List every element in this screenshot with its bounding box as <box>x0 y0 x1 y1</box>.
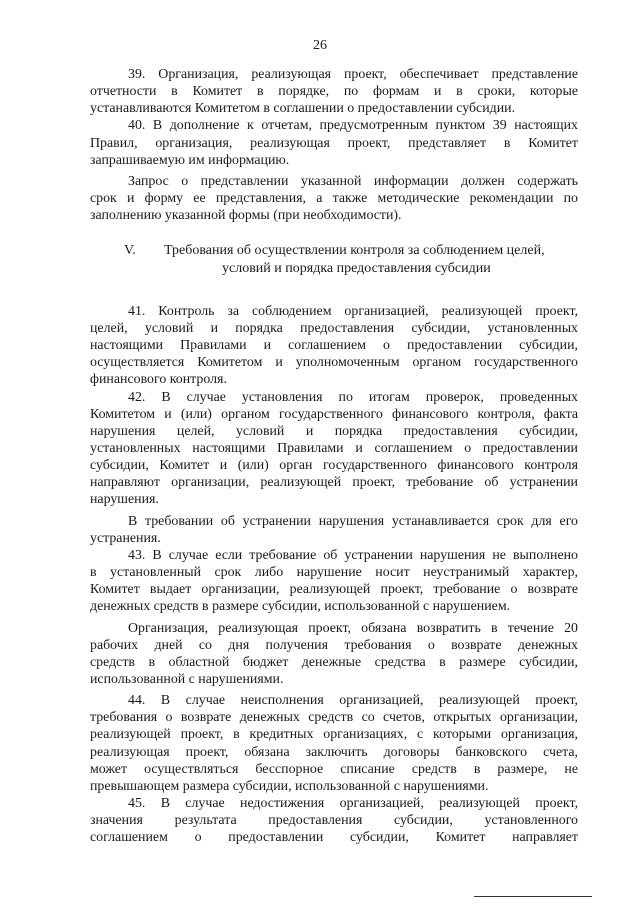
text-line: Правил, организация, реализующая проект, представляет в Комитет <box>90 135 578 151</box>
text-line: нарушения целей, условий и порядка предоставления субсидии, <box>90 423 578 439</box>
paragraph-42-term <box>90 513 578 547</box>
text-line: рабочих дней со дня получения требования о возврате денежных <box>90 637 578 653</box>
text-line: 43. В случае если требование об устранении нарушения не выполнено <box>128 547 578 563</box>
text-line: Запрос о представлении указанной информации должен содержать <box>128 173 578 189</box>
text-line: 45. В случае недостижения организацией, реализующей проект, <box>128 796 578 812</box>
paragraph-44 <box>90 692 578 795</box>
text-line: устранения. <box>90 530 161 546</box>
text-line: осуществляется Комитетом и уполномоченным органом государственного <box>90 355 578 371</box>
text-line: реализующей проект, в кредитных организациях, с которыми организация, <box>90 727 578 743</box>
paragraph-39 <box>90 66 578 117</box>
text-line: может осуществляться бесспорное списание средств в размере, не <box>90 761 578 777</box>
paragraph-41 <box>90 303 578 389</box>
text-line: 44. В случае неисполнения организацией, реализующей проект, <box>128 693 578 709</box>
text-line: установленных настоящими Правилами и соглашением о предоставлении <box>90 440 578 456</box>
text-line: превышающем размера субсидии, использованной с нарушениями. <box>90 778 489 794</box>
text-line: Комитетом и (или) органом государственного финансового контроля, факта <box>90 406 578 422</box>
page-number: 26 <box>313 38 327 53</box>
text-line: В требовании об устранении нарушения устанавливается срок для его <box>128 513 578 529</box>
text-line: в установленный срок либо нарушение носит неустранимый характер, <box>90 565 578 581</box>
text-line: 39. Организация, реализующая проект, обеспечивает представление <box>128 67 578 82</box>
paragraph-43 <box>90 547 578 616</box>
text-line: субсидии, Комитет и (или) орган государственного финансового контроля <box>90 458 578 474</box>
section-title-part-1: Требования об осуществлении контроля за соблюдением целей, <box>164 243 545 259</box>
footer-rule <box>474 896 592 897</box>
text-line: 40. В дополнение к отчетам, предусмотренным пунктом 39 настоящих <box>128 118 578 134</box>
section-heading <box>90 242 578 276</box>
text-line: использованной с нарушениями. <box>90 672 284 687</box>
text-line: Организация, реализующая проект, обязана возвратить в течение 20 <box>128 620 578 636</box>
text-line: целей, условий и порядка предоставления субсидии, установленных <box>90 320 578 336</box>
text-line: отчетности в Комитет в порядке, по формам и в сроки, которые <box>90 84 578 100</box>
text-line: требования о возврате денежных средств со счетов, открытых организации, <box>90 710 578 726</box>
text-line: денежных средств в размере субсидии, использованной с нарушением. <box>90 599 511 615</box>
text-line: направляют организации, реализующей проект, требование об устранении <box>90 475 578 491</box>
text-line: 41. Контроль за соблюдением организацией, реализующей проект, <box>128 303 578 319</box>
paragraph-42 <box>90 389 578 509</box>
text-line: реализующая проект, обязана заключить договоры банковского счета, <box>90 744 578 760</box>
text-line: финансового контроля. <box>90 372 227 388</box>
text-line: устанавливаются Комитетом в соглашении о предоставлении субсидии. <box>90 101 516 117</box>
text-line: соглашением о предоставлении субсидии, Комитет направляет <box>90 830 578 846</box>
section-number: V. <box>124 243 136 259</box>
paragraph-40-request <box>90 173 578 224</box>
text-line: срок и форму ее представления, а также методические рекомендации по <box>90 191 578 207</box>
text-line: средств в областной бюджет денежные средства в размере субсидии, <box>90 654 578 670</box>
text-line: настоящими Правилами и соглашением о предоставлении субсидии, <box>90 338 578 354</box>
text-line: заполнению указанной формы (при необходимости). <box>90 208 402 224</box>
paragraph-45 <box>90 795 578 846</box>
text-line: Комитет выдает организации, реализующей проект, требование о возврате <box>90 582 578 598</box>
paragraph-43-return <box>90 620 578 689</box>
text-line: нарушения. <box>90 492 159 508</box>
text-line: значения результата предоставления субсидии, установленного <box>90 813 578 829</box>
section-title-part-2: условий и порядка предоставления субсидии <box>222 260 491 276</box>
section-heading-line-1 <box>90 242 578 259</box>
text-line: запрашиваемую им информацию. <box>90 152 290 168</box>
document-body <box>90 66 578 847</box>
paragraph-40 <box>90 117 578 168</box>
text-line: 42. В случае установления по итогам проверок, проведенных <box>128 389 578 405</box>
